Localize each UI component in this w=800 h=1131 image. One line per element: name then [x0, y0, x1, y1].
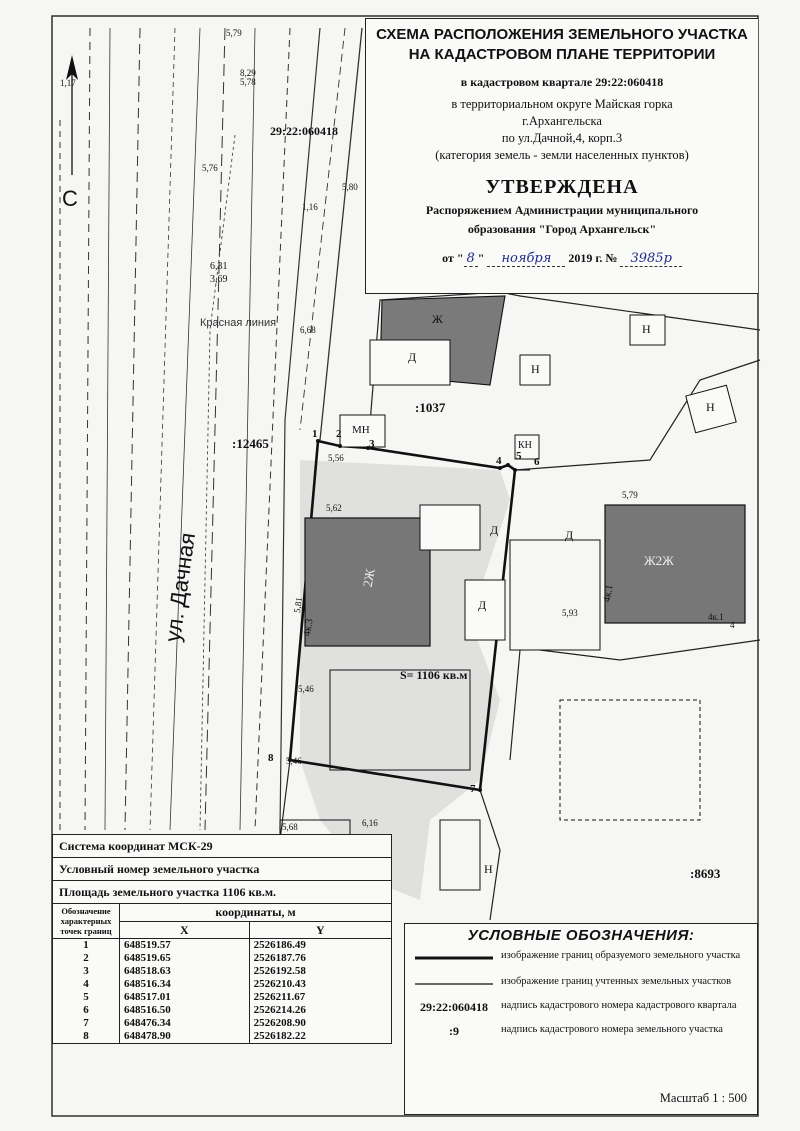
table-row [53, 952, 392, 965]
height-label: 6,16 [362, 818, 378, 828]
coord-y: 2526211.67 [249, 991, 391, 1004]
coord-y: 2526187.76 [249, 952, 391, 965]
point-8-label: 8 [268, 752, 274, 764]
legend-item [405, 976, 757, 992]
coord-x: 648516.34 [120, 978, 250, 991]
height-label: 5,46 [286, 756, 302, 766]
coord-y: 2526186.49 [249, 939, 391, 953]
building-d3 [510, 540, 600, 650]
parcel-12465-label: :12465 [232, 436, 269, 451]
table-row [53, 991, 392, 1004]
quarter-map-label: 29:22:060418 [270, 124, 338, 138]
parcel-area: Площадь земельного участка 1106 кв.м. [52, 880, 392, 903]
date-mid: " [477, 251, 485, 265]
point-number: 7 [53, 1017, 120, 1030]
approval-date-line [366, 251, 758, 267]
coord-x: 648517.01 [120, 991, 250, 1004]
date-month: ноября [487, 251, 565, 267]
height-label: 5,80 [342, 182, 358, 192]
col-y-header: Y [249, 921, 391, 939]
point-number: 1 [53, 939, 120, 953]
height-label: 5,93 [562, 608, 578, 618]
coord-x: 648519.57 [120, 939, 250, 953]
height-label: 5,78 [240, 77, 256, 87]
address: по ул.Дачной,4, корп.3 [501, 131, 623, 145]
new-boundary-line-icon [411, 952, 497, 964]
legend [404, 923, 758, 1115]
height-label: 5,56 [328, 453, 344, 463]
order-line-1: Распоряжением Администрации муниципального [425, 203, 699, 217]
col-x-header: X [120, 921, 250, 939]
building-label: Н [484, 862, 493, 876]
point-4-label: 4 [496, 455, 502, 467]
building-label: МН [352, 424, 370, 436]
legend-item [405, 1000, 757, 1016]
height-label: 1,16 [302, 202, 318, 212]
order-line-2: образования "Город Архангельск" [467, 222, 657, 236]
point-number: 2 [53, 952, 120, 965]
parcel-number: Условный номер земельного участка [52, 857, 392, 880]
legend-item-text: надпись кадастрового номера кадастрового квартала [501, 1000, 737, 1011]
area-label: S= 1106 кв.м [400, 668, 468, 682]
height-label: 5,81 [291, 596, 304, 614]
parcel-8693-label: :8693 [690, 866, 721, 881]
land-category: (категория земель - земли населенных пунктов) [435, 148, 689, 162]
height-label: 5,62 [326, 503, 342, 513]
point-1-label: 1 [312, 428, 318, 440]
point-6-label: 6 [534, 456, 540, 468]
point-7-label: 7 [470, 783, 476, 795]
point-number: 6 [53, 1004, 120, 1017]
cadastral-quarter: в кадастровом квартале 29:22:060418 [460, 75, 664, 89]
registered-boundary-line-icon [411, 978, 497, 990]
coord-x: 648518.63 [120, 965, 250, 978]
legend-symbol: 29:22:060418 [420, 1000, 488, 1014]
coord-x: 648519.65 [120, 952, 250, 965]
building-label: Ж [432, 312, 443, 326]
point-number: 3 [53, 965, 120, 978]
building-n4 [440, 820, 480, 890]
legend-item [405, 950, 757, 966]
building-label: Ж2Ж [644, 553, 674, 568]
building-label: Н [531, 362, 540, 376]
building-label: 4 [730, 620, 735, 630]
district: в территориальном округе Майская горка [451, 97, 673, 111]
legend-item [405, 1024, 757, 1040]
point-number: 8 [53, 1030, 120, 1044]
red-line [200, 135, 235, 830]
coord-y: 2526192.58 [249, 965, 391, 978]
parcel-1037-label: :1037 [415, 400, 446, 415]
red-line-label: Красная линия [200, 317, 277, 329]
height-label: 5,79 [226, 28, 242, 38]
height-label: 3,69 [210, 274, 228, 285]
legend-title: УСЛОВНЫЕ ОБОЗНАЧЕНИЯ: [467, 927, 695, 944]
table-row [53, 939, 392, 953]
date-year: 2019 г. № [568, 251, 618, 265]
height-label: 5,46 [298, 684, 314, 694]
height-label: 5,68 [282, 822, 298, 832]
coord-y: 2526182.22 [249, 1030, 391, 1044]
coord-y: 2526210.43 [249, 978, 391, 991]
title-line-1: СХЕМА РАСПОЛОЖЕНИЯ ЗЕМЕЛЬНОГО УЧАСТКА [376, 26, 748, 43]
north-arrow-icon [66, 55, 78, 175]
building-label: Д [490, 523, 499, 537]
legend-symbol: :9 [449, 1024, 459, 1038]
building-label: 4к.3 [301, 617, 316, 638]
point-number: 4 [53, 978, 120, 991]
coord-x: 648476.34 [120, 1017, 250, 1030]
building-label: Д [565, 528, 574, 542]
building-label: Н [642, 322, 651, 336]
building-label: Н [706, 400, 715, 414]
city: г.Архангельска [522, 114, 602, 128]
building-d1 [420, 505, 480, 550]
building-label: 4к.1 [601, 583, 616, 604]
date-day: 8 [464, 251, 478, 267]
street-label: ул. Дачная [160, 531, 201, 644]
building-label: Д [408, 350, 417, 364]
coord-x: 648516.50 [120, 1004, 250, 1017]
table-row [53, 978, 392, 991]
height-label: 5,79 [622, 490, 638, 500]
table-row [53, 1004, 392, 1017]
legend-item-text: изображение границ учтенных земельных участков [501, 976, 732, 987]
table-row [53, 1030, 392, 1044]
height-label: 5,76 [202, 163, 218, 173]
building-label: КН [518, 440, 532, 451]
building-label: 4к.1 [708, 612, 724, 622]
point-2-label: 2 [336, 428, 342, 440]
order-number: 3985р [620, 251, 681, 267]
legend-item-text: изображение границ образуемого земельного участка [501, 950, 741, 961]
coordinates-table [52, 903, 392, 1044]
legend-item-text: надпись кадастрового номера земельного участка [501, 1024, 723, 1035]
title-line-2: НА КАДАСТРОВОМ ПЛАНЕ ТЕРРИТОРИИ [408, 46, 716, 63]
building-label: Д [478, 598, 487, 612]
height-label: 6,31 [210, 261, 228, 272]
col-point-header: Обозначение характерных точек границ [53, 904, 120, 939]
height-label: 8,29 [240, 68, 256, 78]
coord-y: 2526214.26 [249, 1004, 391, 1017]
title-block [365, 18, 758, 294]
coord-system: Система координат МСК-29 [52, 834, 392, 857]
table-row [53, 1017, 392, 1030]
height-label: 1,17 [60, 78, 76, 88]
table-row [53, 965, 392, 978]
height-label: 6,68 [300, 325, 316, 335]
building-se [560, 700, 700, 820]
coordinates-block [52, 834, 392, 1044]
approved-heading: УТВЕРЖДЕНА [485, 176, 639, 198]
building-label: 2Ж [359, 567, 378, 589]
building-4k1 [605, 505, 745, 623]
coord-x: 648478.90 [120, 1030, 250, 1044]
map-scale: Масштаб 1 : 500 [659, 1091, 747, 1105]
coord-y: 2526208.90 [249, 1017, 391, 1030]
point-number: 5 [53, 991, 120, 1004]
col-coords-header: координаты, м [120, 904, 392, 922]
north-label: С [62, 186, 78, 211]
date-prefix: от " [442, 251, 464, 265]
point-3-label: 3 [369, 438, 375, 450]
point-5-label: 5 [516, 450, 522, 462]
